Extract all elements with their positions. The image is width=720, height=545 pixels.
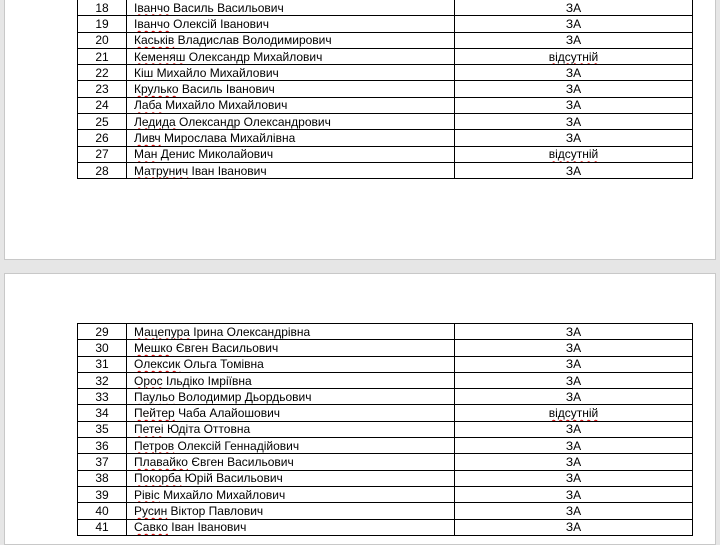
surname: Русин [134, 503, 168, 518]
member-name [127, 16, 455, 32]
given-names: Михайло Михайлович [165, 98, 288, 113]
given-names: Владислав Володимирович [177, 33, 332, 48]
row-number: 35 [78, 421, 127, 437]
surname: Покорба [134, 471, 182, 486]
given-names: Денис Миколайович [160, 147, 274, 162]
surname: Іванчо [134, 0, 170, 15]
surname: Ливч [134, 131, 161, 146]
member-name [127, 130, 455, 146]
given-names: Мирослава Михайлівна [164, 131, 296, 146]
table-row [78, 114, 693, 130]
vote-label: ЗА [565, 131, 582, 146]
vote-label: ЗА [565, 65, 582, 80]
surname: Орос [134, 373, 163, 388]
surname: Рівіс [134, 487, 160, 502]
vote-result [455, 486, 693, 502]
given-names: Михайло Михайлович [163, 487, 286, 502]
row-number: 34 [78, 405, 127, 421]
vote-label: ЗА [565, 357, 582, 372]
given-names: Чаба Алайошович [178, 406, 281, 421]
vote-result [455, 470, 693, 486]
surname: Олексик [134, 357, 181, 372]
row-number: 19 [78, 16, 127, 32]
table-row [78, 454, 693, 470]
vote-label: ЗА [565, 422, 582, 437]
table-row [78, 470, 693, 486]
row-number: 27 [78, 146, 127, 162]
vote-label: ЗА [565, 471, 582, 486]
surname: Каськів [134, 33, 175, 48]
table-row [78, 48, 693, 64]
vote-result [455, 519, 693, 535]
surname: Лаба [134, 98, 162, 113]
member-name [127, 0, 455, 16]
member-name [127, 372, 455, 388]
vote-result [455, 97, 693, 113]
surname: Крулько [134, 82, 179, 97]
given-names: Ільдіко Імріївна [166, 373, 252, 388]
table-row [78, 32, 693, 48]
document-page-2 [4, 273, 716, 545]
surname: Мешко [134, 340, 173, 355]
vote-result [455, 16, 693, 32]
table-row [78, 324, 693, 340]
member-name [127, 340, 455, 356]
vote-result [455, 356, 693, 372]
given-names: Іван Іванович [191, 163, 267, 178]
row-number: 20 [78, 32, 127, 48]
vote-table [77, 0, 693, 179]
vote-result [455, 454, 693, 470]
vote-result [455, 32, 693, 48]
row-number: 39 [78, 486, 127, 502]
row-number: 36 [78, 438, 127, 454]
member-name [127, 32, 455, 48]
table-row [78, 65, 693, 81]
given-names: Євген Васильович [191, 455, 294, 470]
member-name [127, 454, 455, 470]
table-row [78, 438, 693, 454]
vote-result [455, 146, 693, 162]
row-number: 38 [78, 470, 127, 486]
row-number: 40 [78, 503, 127, 519]
table-row [78, 340, 693, 356]
table-row [78, 356, 693, 372]
row-number: 41 [78, 519, 127, 535]
vote-table [77, 323, 693, 536]
table-row [78, 130, 693, 146]
member-name [127, 162, 455, 178]
given-names: Юрій Васильович [184, 471, 283, 486]
vote-label: ЗА [565, 163, 582, 178]
table-row [78, 519, 693, 535]
vote-result [455, 0, 693, 16]
table-row [78, 162, 693, 178]
vote-result [455, 114, 693, 130]
vote-result [455, 130, 693, 146]
row-number: 29 [78, 324, 127, 340]
member-name [127, 65, 455, 81]
member-name [127, 438, 455, 454]
table-row [78, 389, 693, 405]
member-name [127, 81, 455, 97]
row-number: 37 [78, 454, 127, 470]
vote-result [455, 340, 693, 356]
row-number: 23 [78, 81, 127, 97]
surname: Іванчо [134, 16, 170, 31]
surname: Мацепура [134, 324, 190, 339]
table-row [78, 81, 693, 97]
vote-result [455, 503, 693, 519]
table-row [78, 503, 693, 519]
table-row [78, 146, 693, 162]
row-number: 28 [78, 162, 127, 178]
vote-label: ЗА [565, 438, 582, 453]
given-names: Михайло Михайлович [156, 65, 279, 80]
table-row [78, 405, 693, 421]
vote-label: ЗА [565, 98, 582, 113]
vote-label: відсутній [548, 147, 599, 162]
surname: Петров [134, 438, 175, 453]
table-row [78, 486, 693, 502]
vote-label: ЗА [565, 0, 582, 15]
vote-result [455, 421, 693, 437]
surname: Плавайко [134, 455, 188, 470]
table-row [78, 16, 693, 32]
given-names: Олексій Іванович [173, 16, 269, 31]
vote-result [455, 405, 693, 421]
given-names: Володимир Дьордьович [178, 389, 312, 404]
vote-label: ЗА [565, 324, 582, 339]
member-name [127, 405, 455, 421]
table-row [78, 97, 693, 113]
vote-result [455, 162, 693, 178]
table-row [78, 0, 693, 16]
table-row [78, 421, 693, 437]
row-number: 18 [78, 0, 127, 16]
vote-label: ЗА [565, 114, 582, 129]
surname: Пейтер [134, 406, 175, 421]
vote-label: ЗА [565, 82, 582, 97]
given-names: Євген Васильович [175, 340, 279, 355]
document-page-1 [4, 0, 716, 260]
row-number: 32 [78, 372, 127, 388]
given-names: Василь Іванович [181, 82, 275, 97]
given-names: Ірина Олександрівна [193, 324, 311, 339]
vote-label: відсутній [548, 406, 599, 421]
surname: Кіш [134, 65, 154, 80]
member-name [127, 97, 455, 113]
row-number: 24 [78, 97, 127, 113]
vote-label: ЗА [565, 373, 582, 388]
vote-label: ЗА [565, 340, 582, 355]
row-number: 22 [78, 65, 127, 81]
vote-label: відсутній [548, 49, 599, 64]
vote-label: ЗА [565, 487, 582, 502]
table-row [78, 372, 693, 388]
given-names: Віктор Павлович [170, 503, 264, 518]
given-names: Олександр Олександрович [179, 114, 331, 129]
vote-label: ЗА [565, 16, 582, 31]
vote-label: ЗА [565, 520, 582, 535]
surname: Кеменяш [134, 49, 186, 64]
member-name [127, 486, 455, 502]
surname: Паульо [134, 389, 175, 404]
member-name [127, 470, 455, 486]
member-name [127, 389, 455, 405]
member-name [127, 324, 455, 340]
vote-result [455, 438, 693, 454]
member-name [127, 519, 455, 535]
member-name [127, 48, 455, 64]
vote-label: ЗА [565, 455, 582, 470]
surname: Матрунич [134, 163, 189, 178]
given-names: Олександр Михайлович [188, 49, 323, 64]
row-number: 26 [78, 130, 127, 146]
vote-result [455, 324, 693, 340]
vote-result [455, 81, 693, 97]
row-number: 30 [78, 340, 127, 356]
vote-label: ЗА [565, 33, 582, 48]
surname: Ман [134, 147, 158, 162]
vote-label: ЗА [565, 503, 582, 518]
surname: Ледида [134, 114, 176, 129]
row-number: 21 [78, 48, 127, 64]
member-name [127, 146, 455, 162]
vote-result [455, 65, 693, 81]
given-names: Іван Іванович [171, 520, 247, 535]
given-names: Олексій Геннадійович [177, 438, 300, 453]
member-name [127, 356, 455, 372]
member-name [127, 114, 455, 130]
row-number: 33 [78, 389, 127, 405]
member-name [127, 421, 455, 437]
given-names: Василь Васильович [173, 0, 284, 15]
given-names: Ольга Томівна [183, 357, 264, 372]
row-number: 25 [78, 114, 127, 130]
vote-result [455, 372, 693, 388]
vote-label: ЗА [565, 389, 582, 404]
surname: Петеі [134, 422, 164, 437]
given-names: Юдіта Оттовна [166, 422, 251, 437]
vote-result [455, 389, 693, 405]
member-name [127, 503, 455, 519]
vote-result [455, 48, 693, 64]
row-number: 31 [78, 356, 127, 372]
surname: Савко [134, 520, 168, 535]
